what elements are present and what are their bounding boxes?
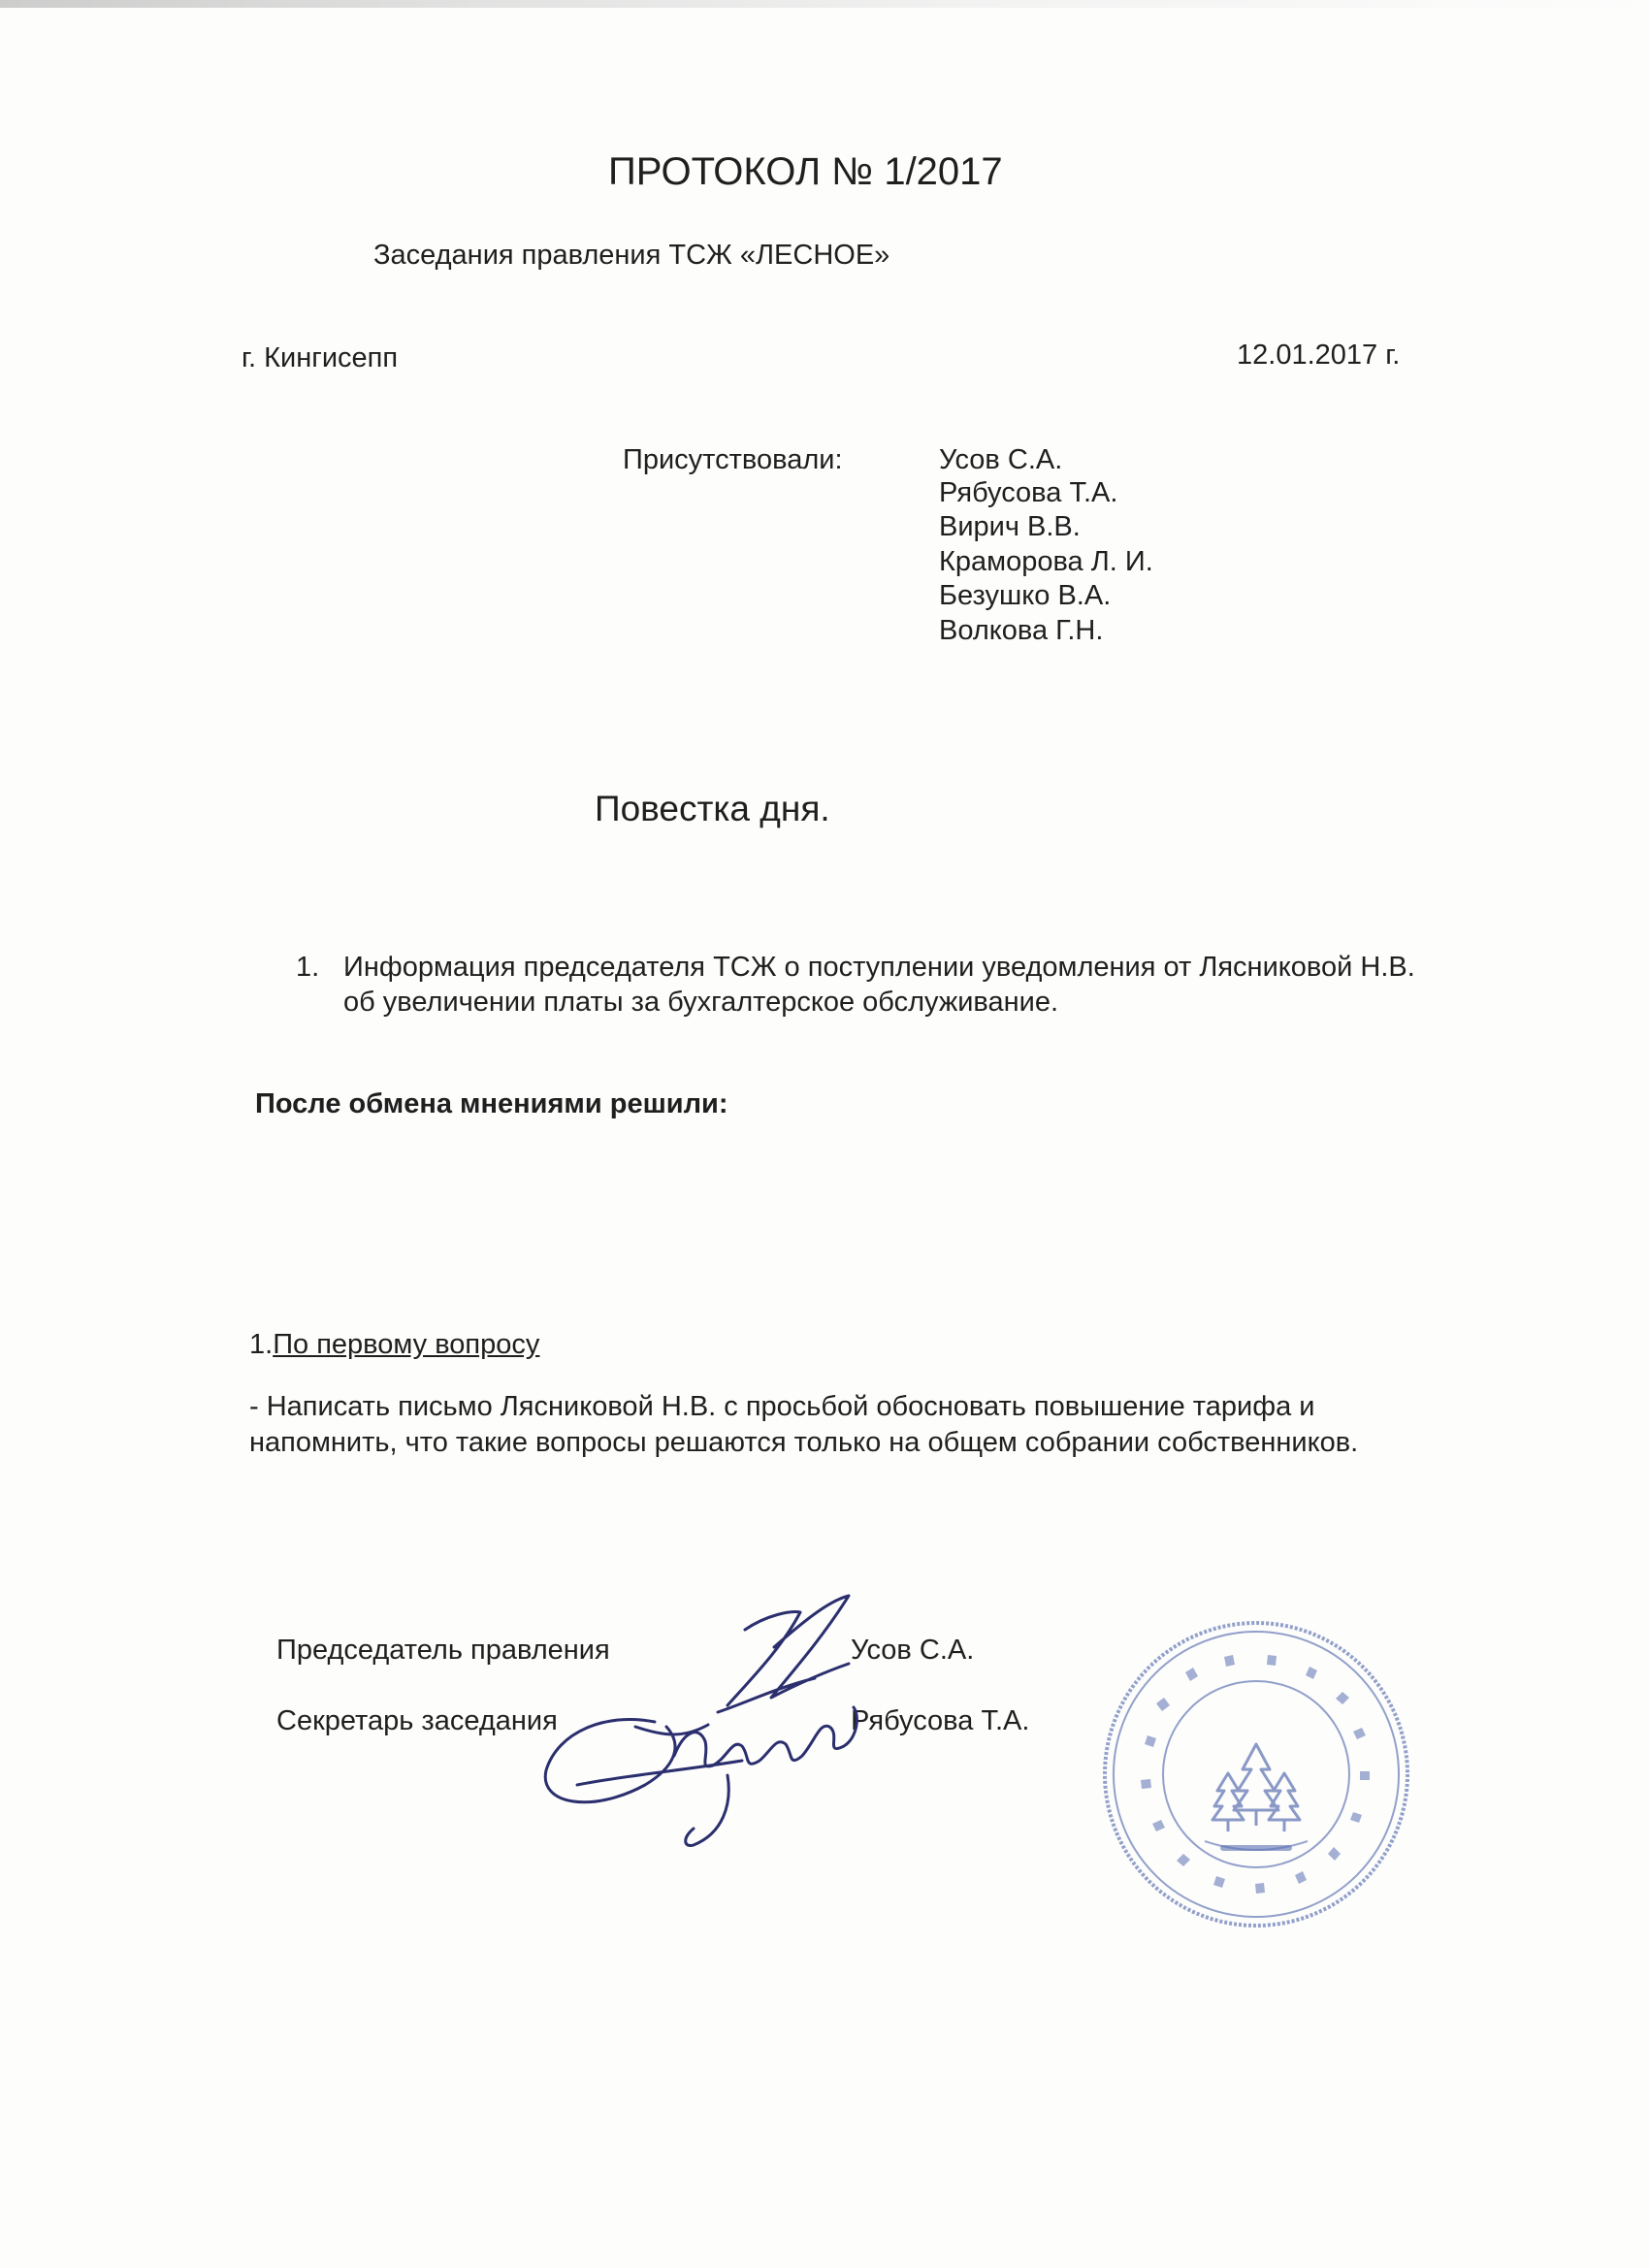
question-heading (249, 1331, 539, 1359)
chairman-role: Председатель правления (276, 1635, 610, 1666)
secretary-name: Рябусова Т.А. (851, 1705, 1030, 1736)
attendee: Усов С.А. (939, 444, 1063, 475)
secretary-signature (538, 1678, 868, 1853)
secretary-role: Секретарь заседания (276, 1705, 558, 1736)
scan-edge (0, 0, 1649, 8)
attendee: Волкова Г.Н. (939, 615, 1104, 646)
organization-stamp (1098, 1616, 1414, 1932)
document-title: ПРОТОКОЛ № 1/2017 (608, 150, 1003, 193)
decision-heading: После обмена мнениями решили: (255, 1088, 728, 1119)
attendance-label: Присутствовали: (623, 444, 843, 475)
question-number: 1. (249, 1329, 274, 1360)
question-label: По первому вопросу (273, 1329, 540, 1360)
agenda-heading: Повестка дня. (595, 789, 830, 828)
chairman-name: Усов С.А. (851, 1635, 975, 1666)
agenda-item-number: 1. (296, 952, 320, 983)
attendee: Вирич В.В. (939, 511, 1081, 542)
decision-line: - Написать письмо Лясниковой Н.В. с просьбой обосновать повышение тарифа и (249, 1391, 1315, 1422)
agenda-item-line: Информация председателя ТСЖ о поступлении уведомления от Лясниковой Н.В. (343, 952, 1415, 983)
date: 12.01.2017 г. (1237, 340, 1401, 371)
attendee: Безушко В.А. (939, 580, 1112, 611)
city: г. Кингисепп (242, 342, 399, 373)
attendee: Краморова Л. И. (939, 546, 1153, 577)
document-subtitle: Заседания правления ТСЖ «ЛЕСНОЕ» (373, 240, 890, 271)
decision-line: напомнить, что такие вопросы решаются только на общем собрании собственников. (249, 1427, 1359, 1458)
attendee: Рябусова Т.А. (939, 477, 1118, 508)
agenda-item-line: об увеличении платы за бухгалтерское обслуживание. (343, 987, 1059, 1018)
